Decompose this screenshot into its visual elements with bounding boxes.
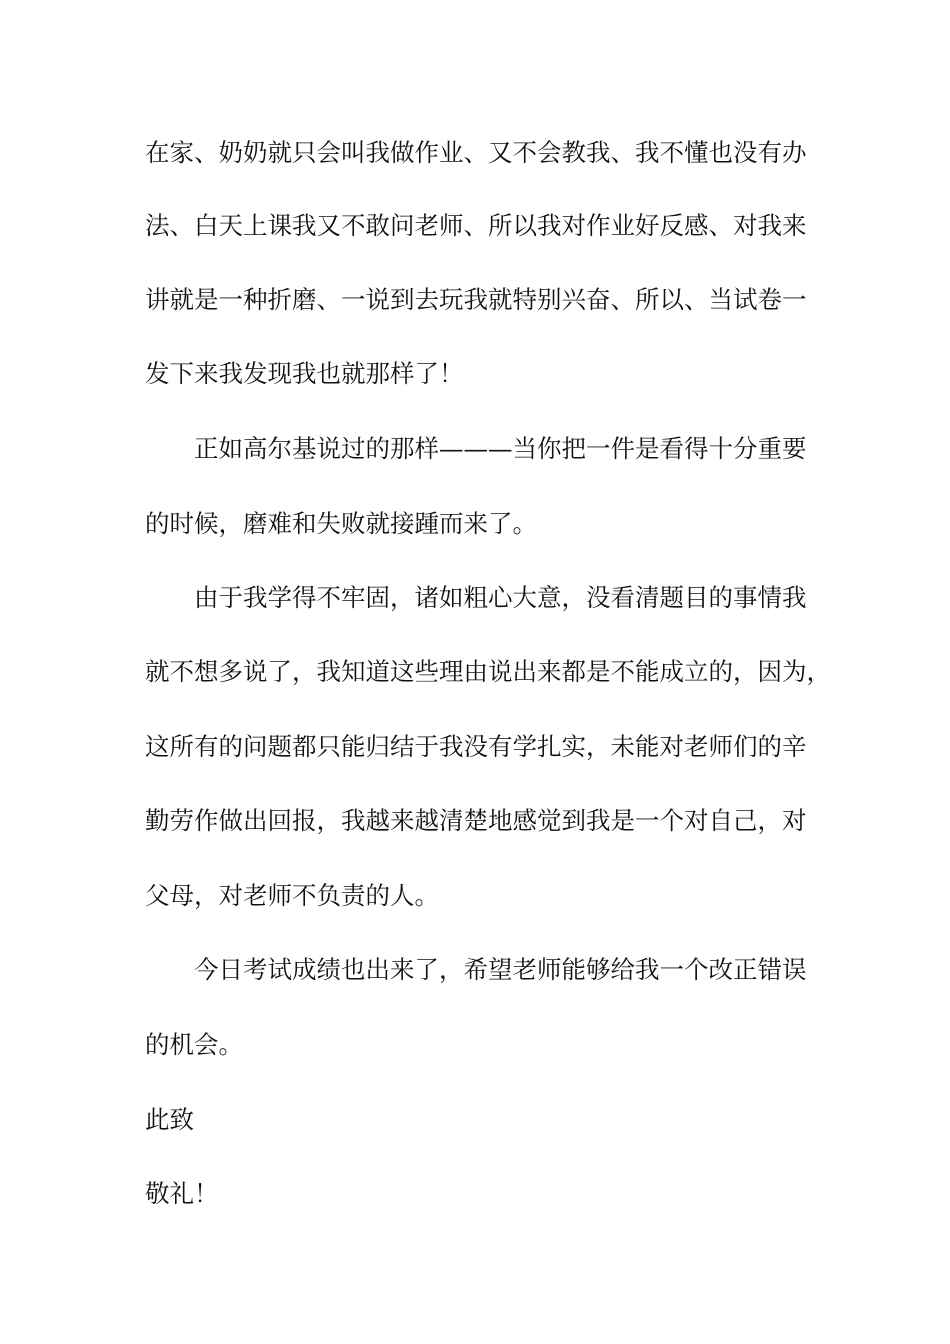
salutation-line: 敬礼！ [145,1179,219,1208]
text-line: 法、白天上课我又不敢问老师、所以我对作业好反感、对我来 [145,211,807,240]
text-line: 在家、奶奶就只会叫我做作业、又不会教我、我不懂也没有办 [145,138,807,167]
text-line: 的时候，磨难和失败就接踵而来了。 [145,509,537,538]
text-line: 这所有的问题都只能归结于我没有学扎实，未能对老师们的辛 [145,732,807,761]
text-line: 的机会。 [145,1030,243,1059]
text-line: 父母，对老师不负责的人。 [145,881,439,910]
paragraph-start-line: 由于我学得不牢固，诸如粗心大意，没看清题目的事情我 [194,583,807,612]
paragraph-start-line: 正如高尔基说过的那样———当你把一件是看得十分重要 [194,434,807,463]
closing-line: 此致 [145,1105,194,1134]
text-line: 发下来我发现我也就那样了！ [145,359,464,388]
text-line: 讲就是一种折磨、一说到去玩我就特别兴奋、所以、当试卷一 [145,285,807,314]
text-line: 勤劳作做出回报，我越来越清楚地感觉到我是一个对自己，对 [145,806,807,835]
paragraph-start-line: 今日考试成绩也出来了，希望老师能够给我一个改正错误 [194,955,807,984]
text-line: 就不想多说了，我知道这些理由说出来都是不能成立的，因为， [145,657,831,686]
